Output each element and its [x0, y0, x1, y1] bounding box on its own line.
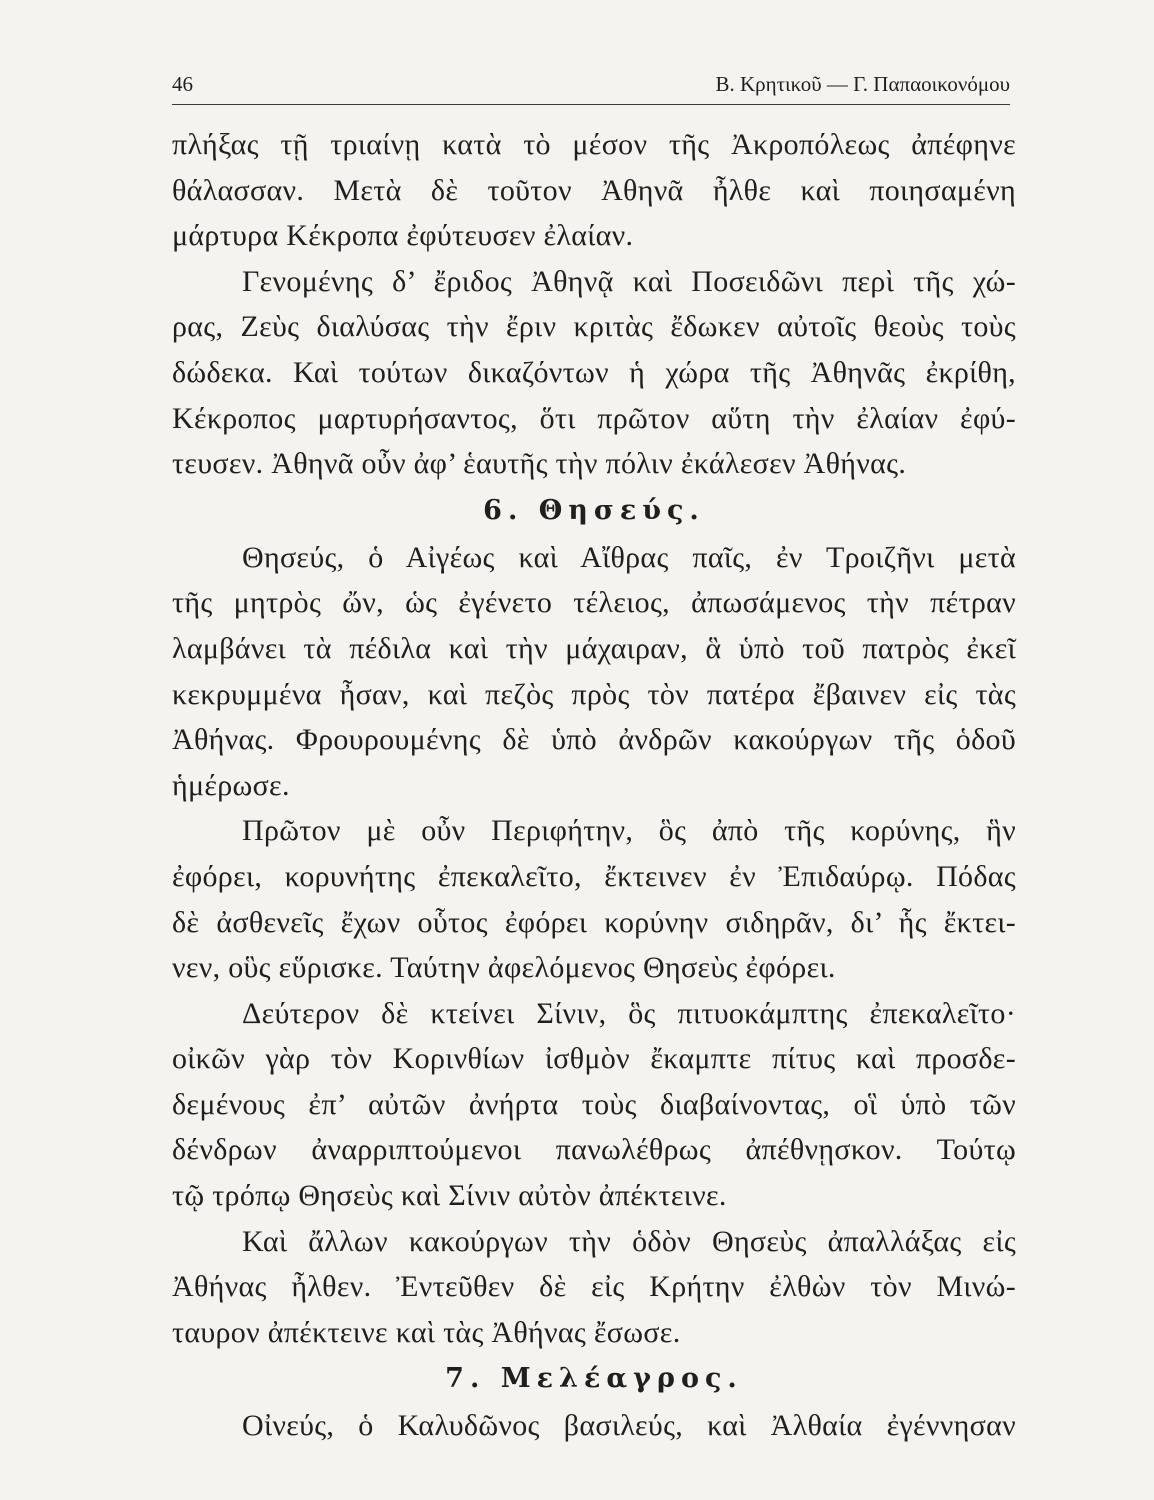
page-number: 46 [172, 72, 193, 96]
text-line: νεν, οὓς εὕρισκε. Ταύτην ἀφελόμενος Θησεὺς ἐφόρει. [172, 951, 836, 985]
text-line: τῷ τρόπῳ Θησεὺς καὶ Σίνιν αὐτὸν ἀπέκτεινε. [172, 1179, 727, 1213]
text-line: μάρτυρα Κέκροπα ἐφύτευσεν ἐλαίαν. [172, 219, 634, 253]
text-line: ἡμέρωσε. [172, 768, 290, 802]
text-line: ρας, Ζεὺς διαλύσας τὴν ἔριν κριτὰς ἔδωκεν αὐτοῖς θεοὺς τοὺς [172, 310, 1016, 344]
text-line: δένδρων ἀναρριπτούμενοι πανωλέθρως ἀπέθνῃσκον. Τούτῳ [172, 1133, 1016, 1167]
text-line: πλήξας τῇ τριαίνῃ κατὰ τὸ μέσον τῆς Ἀκροπόλεως ἀπέφηνε [172, 128, 1016, 161]
text-line: ταυρον ἀπέκτεινε καὶ τὰς Ἀθήνας ἔσωσε. [172, 1315, 681, 1349]
running-head: Β. Κρητικοῦ — Γ. Παπαοικονόμου [715, 72, 1010, 96]
text-line: Πρῶτον μὲ οὖν Περιφήτην, ὃς ἀπὸ τῆς κορύνης, ἣν [242, 814, 1016, 848]
section-heading: 6. Θησεύς. [483, 494, 705, 526]
text-line: κεκρυμμένα ἦσαν, καὶ πεζὸς πρὸς τὸν πατέρα ἔβαινεν εἰς τὰς [172, 677, 1016, 711]
text-line: τῆς μητρὸς ὤν, ὡς ἐγένετο τέλειος, ἀπωσάμενος τὴν πέτραν [172, 586, 1016, 620]
text-line: ἐφόρει, κορυνήτης ἐπεκαλεῖτο, ἔκτεινεν ἐν Ἐπιδαύρῳ. Πόδας [172, 859, 1016, 893]
text-line: Οἰνεύς, ὁ Καλυδῶνος βασιλεύς, καὶ Ἀλθαία ἐγέννησαν [242, 1409, 1016, 1443]
text-line: δεμένους ἐπ’ αὐτῶν ἀνήρτα τοὺς διαβαίνοντας, οἳ ὑπὸ τῶν [172, 1087, 1016, 1121]
text-line: Γενομένης δ’ ἔριδος Ἀθηνᾷ καὶ Ποσειδῶνι περὶ τῆς χώ- [242, 264, 1016, 298]
text-line: δώδεκα. Καὶ τούτων δικαζόντων ἡ χώρα τῆς Ἀθηνᾶς ἐκρίθη, [172, 355, 1016, 389]
section-heading: 7. Μελέαγρος. [445, 1363, 743, 1395]
text-line: Θησεύς, ὁ Αἰγέως καὶ Αἴθρας παῖς, ἐν Τροιζῆνι μετὰ [242, 540, 1016, 574]
text-line: Ἀθήνας. Φρουρουμένης δὲ ὑπὸ ἀνδρῶν κακούργων τῆς ὁδοῦ [172, 723, 1016, 757]
page-header [172, 68, 1010, 105]
text-line: δὲ ἀσθενεῖς ἔχων οὗτος ἐφόρει κορύνην σιδηρᾶν, δι’ ἧς ἔκτει- [172, 905, 1016, 939]
text-line: Δεύτερον δὲ κτείνει Σίνιν, ὃς πιτυοκάμπτης ἐπεκαλεῖτο· [242, 996, 1016, 1030]
text-line: θάλασσαν. Μετὰ δὲ τοῦτον Ἀθηνᾶ ἦλθε καὶ ποιησαμένη [172, 173, 1016, 207]
text-line: λαμβάνει τὰ πέδιλα καὶ τὴν μάχαιραν, ἃ ὑπὸ τοῦ πατρὸς ἐκεῖ [172, 631, 1016, 665]
text-line: Ἀθήνας ἦλθεν. Ἐντεῦθεν δὲ εἰς Κρήτην ἐλθὼν τὸν Μινώ- [172, 1270, 1016, 1304]
text-line: οἰκῶν γὰρ τὸν Κορινθίων ἰσθμὸν ἔκαμπτε πίτυς καὶ προσδε- [172, 1042, 1016, 1076]
text-line: Κέκροπος μαρτυρήσαντος, ὅτι πρῶτον αὕτη τὴν ἐλαίαν ἐφύ- [172, 401, 1016, 435]
body-text [172, 122, 1016, 1449]
text-line: τευσεν. Ἀθηνᾶ οὖν ἀφ’ ἑαυτῆς τὴν πόλιν ἐκάλεσεν Ἀθήνας. [172, 447, 907, 481]
text-line: Καὶ ἄλλων κακούργων τὴν ὁδὸν Θησεὺς ἀπαλλάξας εἰς [242, 1224, 1016, 1258]
